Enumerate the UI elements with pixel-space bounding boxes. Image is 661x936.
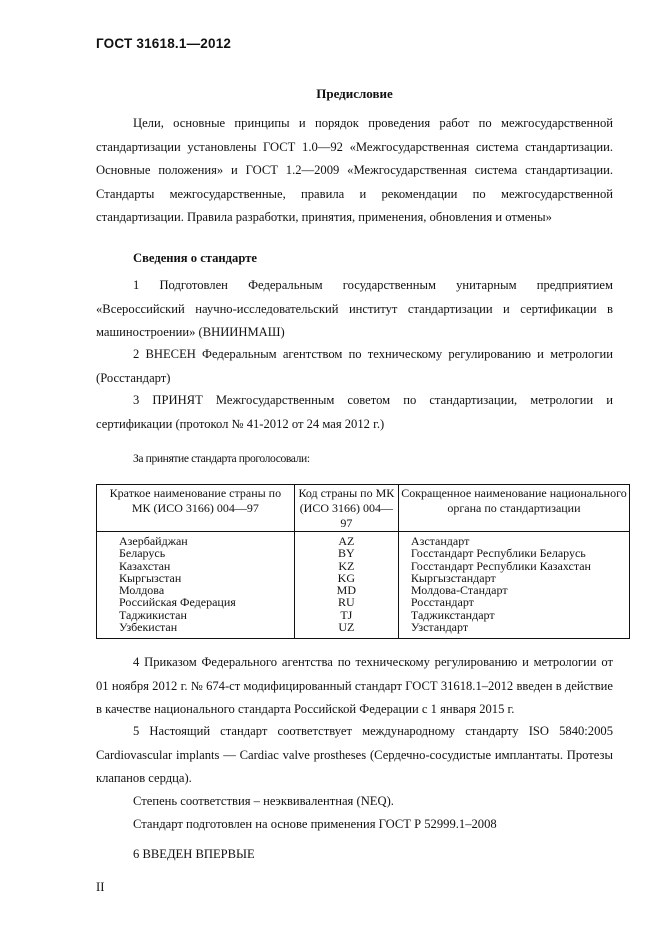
table-cell-code: UZ [338, 620, 355, 635]
table-cell-country: Российская Федерация [119, 595, 236, 610]
info-item-1: 1 Подготовлен Федеральным государственным унитарным предприятием «Всероссийский научно-исследовательский институт стандартизации и сертификации в машиностроении» (ВНИИНМАШ) [96, 278, 613, 340]
table-cell-body: Узстандарт [410, 620, 469, 635]
country-name-column [97, 532, 295, 639]
table-cell-body: Азстандарт [410, 534, 470, 548]
table-cell-country: Азербайджан [119, 534, 188, 548]
table-cell-code: KZ [338, 558, 355, 573]
table-cell-country: Казахстан [119, 558, 171, 573]
table-cell-body: Госстандарт Республики Беларусь [410, 546, 586, 561]
table-cell-code: TJ [340, 607, 353, 622]
foreword-title [0, 86, 661, 102]
foreword-intro: Цели, основные принципы и порядок проведения работ по межгосударственной стандартизации установлены ГОСТ 1.0—92 «Межгосударственная система стандартизации. Основные положения» и ГОСТ 1.2—2009 «Межгосударственная система стандартизации. Стандарты межгосударственные, правила и рекомендации по межгосударственной стандартизации. Правила разработки, принятия, применения, обновления и отмены» [96, 116, 613, 225]
table-cell-code: KG [337, 570, 356, 585]
table-header-row [97, 485, 630, 532]
page-number: II [96, 880, 105, 894]
table-body-row [97, 532, 630, 639]
national-body-column [398, 532, 629, 639]
table-cell-code: MD [336, 583, 357, 598]
table-cell-body: Госстандарт Республики Казахстан [410, 558, 591, 573]
country-code-column [294, 532, 398, 639]
table-cell-body: Росстандарт [410, 595, 474, 610]
standard-designation: ГОСТ 31618.1—2012 [96, 36, 232, 51]
foreword-title-text: Предисловие [316, 86, 393, 101]
info-item-3: 3 ПРИНЯТ Межгосударственным советом по стандартизации, метрологии и сертификации (протокол № 41-2012 от 24 мая 2012 г.) [96, 393, 613, 431]
table-cell-country: Беларусь [119, 546, 166, 561]
info-heading: Сведения о стандарте [133, 251, 257, 265]
table-caption: За принятие стандарта проголосовали: [133, 452, 310, 465]
info-item-4: 4 Приказом Федерального агентства по техническому регулированию и метрологии от 01 ноября 2012 г. № 674-ст модифицированный стандарт ГОСТ 31618.1–2012 введен в действие в качестве национального стандарта Российской Федерации с 1 января 2015 г. [96, 655, 613, 717]
basis-statement: Стандарт подготовлен на основе применения ГОСТ Р 52999.1–2008 [133, 817, 497, 831]
info-item-2: 2 ВНЕСЕН Федеральным агентством по техническому регулированию и метрологии (Росстандарт) [96, 347, 613, 385]
votes-table [96, 484, 630, 639]
table-cell-country: Таджикистан [119, 607, 187, 622]
header-national-body: Сокращенное наименование национального органа по стандартизации [398, 485, 629, 532]
table-cell-body: Таджикстандарт [410, 607, 495, 622]
table-cell-country: Кыргызстан [119, 570, 182, 585]
header-country-name: Краткое наименование страны по МК (ИСО 3166) 004—97 [97, 485, 295, 532]
info-item-5: 5 Настоящий стандарт соответствует международному стандарту ISO 5840:2005 Cardiovascular implants — Cardiac valve prostheses (Сердечно-сосудистые имплантаты. Протезы клапанов сердца). [96, 724, 613, 786]
conformity-degree: Степень соответствия – неэквивалентная (NEQ). [133, 794, 394, 808]
header-country-code: Код страны по МК (ИСО 3166) 004—97 [294, 485, 398, 532]
info-item-6: 6 ВВЕДЕН ВПЕРВЫЕ [133, 847, 255, 861]
table-cell-country: Узбекистан [119, 620, 178, 635]
table-cell-country: Молдова [119, 583, 165, 598]
table-cell-code: RU [338, 595, 355, 610]
table-cell-body: Кыргызстандарт [410, 570, 496, 585]
table-cell-body: Молдова-Стандарт [410, 583, 508, 598]
table-cell-code: AZ [338, 534, 355, 548]
table-cell-code: BY [338, 546, 355, 561]
